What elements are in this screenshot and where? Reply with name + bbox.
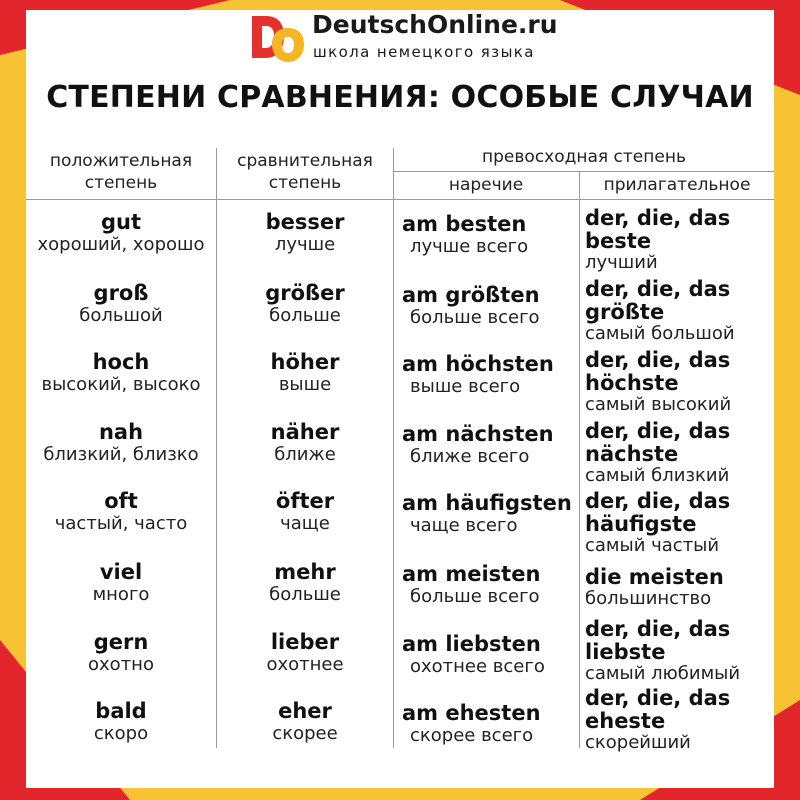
word: gern [93, 630, 149, 654]
translation: хороший, хорошо [37, 234, 205, 255]
word: am meisten [402, 562, 541, 586]
table-row-2-adverb [402, 283, 540, 329]
column-divider-1 [216, 148, 217, 748]
header-positive [28, 150, 214, 194]
table-row-7-comparative [222, 630, 388, 676]
translation: скорее [272, 723, 338, 744]
translation: выше [278, 374, 332, 395]
header-adverb: наречие [448, 175, 524, 195]
word-line2: häufigste [585, 512, 697, 536]
page-title: СТЕПЕНИ СРАВНЕНИЯ: ОСОБЫЕ СЛУЧАИ [46, 80, 754, 115]
translation: скорее всего [410, 725, 534, 746]
translation: большинство [585, 588, 712, 609]
word: am nächsten [402, 422, 554, 446]
translation: больше [269, 584, 341, 605]
word: am liebsten [402, 632, 541, 656]
word-line2: nächste [585, 442, 679, 466]
translation: чаще всего [410, 515, 518, 536]
table-row-3-adjective [585, 349, 731, 415]
translation: скорейший [585, 732, 691, 753]
word-line2: liebste [585, 640, 666, 664]
logo [248, 12, 306, 64]
word-line2: größte [585, 300, 665, 324]
translation: лучше всего [410, 236, 529, 257]
translation: частый, часто [54, 513, 188, 534]
header-bottom-rule [26, 199, 774, 200]
word-line1: der, die, das [585, 277, 731, 301]
table-row-8-comparative [222, 699, 388, 745]
translation: самый близкий [585, 465, 730, 486]
translation: выше всего [410, 376, 521, 397]
table-row-8-adjective [585, 687, 730, 753]
word: hoch [92, 350, 150, 374]
word: besser [265, 210, 345, 234]
translation: самый высокий [585, 394, 732, 415]
table-row-7-positive [28, 630, 214, 676]
table-row-6-adverb [402, 562, 540, 608]
table-row-8-positive [28, 699, 214, 745]
table-row-6-adjective [585, 566, 724, 609]
translation: лучше [274, 234, 336, 255]
table-row-6-positive [28, 560, 214, 606]
word: viel [99, 560, 143, 584]
table-row-7-adverb [402, 632, 545, 678]
word-line1: der, die, das [585, 686, 731, 710]
table-row-7-adjective [585, 618, 740, 684]
word-line1: der, die, das [585, 348, 731, 372]
table-row-8-adverb [402, 701, 541, 747]
translation: ближе всего [410, 446, 530, 467]
word: mehr [274, 560, 336, 584]
word: am besten [402, 212, 527, 236]
translation: охотно [88, 654, 154, 675]
translation: больше [269, 305, 341, 326]
translation: охотнее [266, 654, 344, 675]
brand-tagline: школа немецкого языка [313, 43, 535, 61]
word: am höchsten [402, 352, 554, 376]
word: bald [95, 699, 147, 723]
table-row-5-adverb [402, 491, 572, 537]
word: nah [98, 420, 144, 444]
table-row-1-adjective [585, 207, 730, 273]
translation: охотнее всего [410, 656, 545, 677]
translation: высокий, высоко [41, 374, 201, 395]
word: am häufigsten [402, 491, 572, 515]
logo-icon [248, 12, 306, 64]
word: lieber [270, 630, 340, 654]
table-row-2-positive [28, 281, 214, 327]
translation: большой [79, 305, 163, 326]
translation: близкий, близко [43, 444, 199, 465]
translation: самый любимый [585, 663, 741, 684]
word-line1: der, die, das [585, 489, 731, 513]
word: oft [104, 489, 138, 513]
translation: много [92, 584, 150, 605]
table-row-5-comparative [222, 489, 388, 535]
table-row-2-adjective [585, 278, 735, 344]
word: gut [100, 210, 142, 234]
header-positive-line1: положительная [49, 151, 193, 171]
word-line1: der, die, das [585, 617, 731, 641]
header-superlative: превосходная степень [482, 147, 686, 167]
superlative-rule [394, 171, 774, 172]
word-line2: eheste [585, 709, 666, 733]
word-line2: höchste [585, 371, 679, 395]
translation: самый большой [585, 323, 735, 344]
header-comparative [222, 150, 388, 194]
table-row-1-comparative [222, 210, 388, 256]
word-line2: beste [585, 229, 652, 253]
word: eher [278, 699, 332, 723]
word-line1: der, die, das [585, 419, 731, 443]
header-comparative-line2: степень [268, 173, 342, 193]
word: groß [93, 281, 149, 305]
table-row-1-positive [28, 210, 214, 256]
table-row-3-comparative [222, 350, 388, 396]
column-divider-2 [393, 148, 394, 748]
brand-name: DeutschOnline.ru [312, 10, 558, 39]
word-line1: die meisten [585, 565, 724, 589]
translation: ближе [274, 444, 336, 465]
word-line1: der, die, das [585, 206, 731, 230]
translation: больше всего [410, 307, 540, 328]
table-row-2-comparative [222, 281, 388, 327]
translation: чаще [280, 513, 330, 534]
column-divider-3 [579, 172, 580, 748]
header-adjective: прилагательное [603, 175, 751, 195]
table-row-4-adjective [585, 420, 730, 486]
word: am ehesten [402, 701, 541, 725]
table-row-4-positive [28, 420, 214, 466]
translation: лучший [585, 252, 658, 273]
translation: самый частый [585, 535, 720, 556]
word: am größten [402, 283, 540, 307]
header-comparative-line1: сравнительная [237, 151, 373, 171]
table-row-4-comparative [222, 420, 388, 466]
word: öfter [275, 489, 335, 513]
table-row-5-positive [28, 489, 214, 535]
translation: скоро [93, 723, 149, 744]
table-row-6-comparative [222, 560, 388, 606]
word: größer [265, 281, 345, 305]
table-row-3-positive [28, 350, 214, 396]
table-row-3-adverb [402, 352, 554, 398]
table-row-1-adverb [402, 212, 528, 258]
table-row-4-adverb [402, 422, 554, 468]
table-row-5-adjective [585, 490, 730, 556]
word: näher [270, 420, 340, 444]
header-positive-line2: степень [84, 173, 158, 193]
translation: больше всего [410, 586, 540, 607]
word: höher [270, 350, 340, 374]
